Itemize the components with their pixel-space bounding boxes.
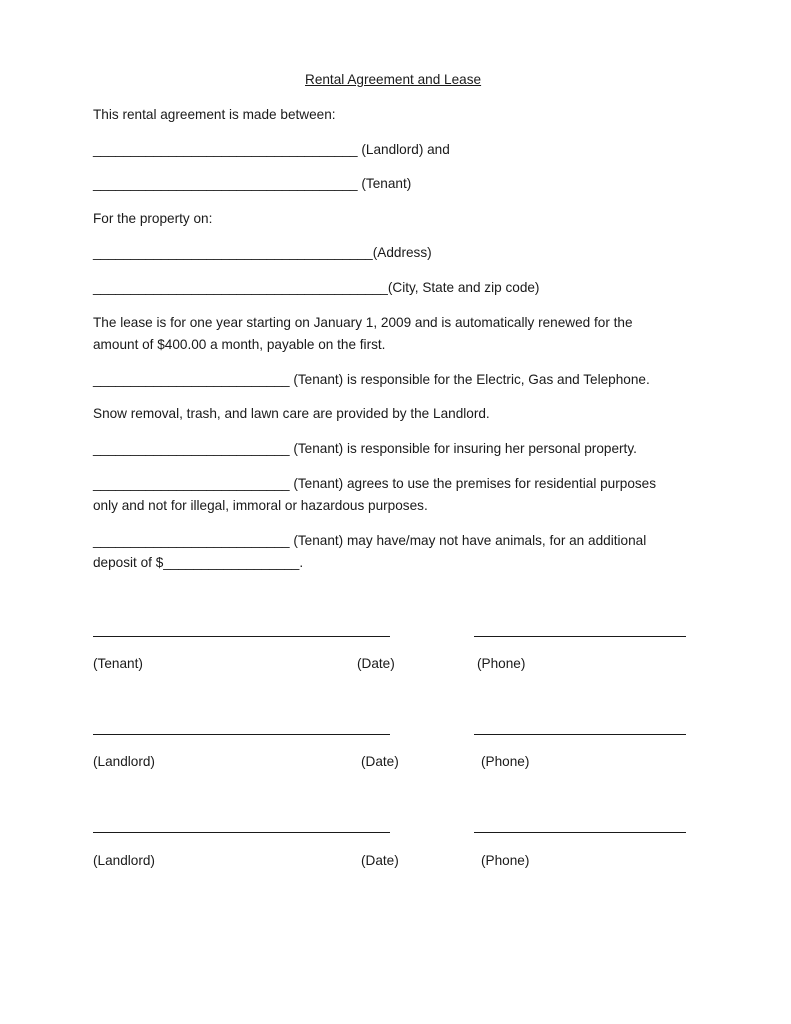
services-clause: Snow removal, trash, and lawn care are provided by the Landlord. xyxy=(93,406,490,421)
address-blank-line: _____________________________________(Address) xyxy=(93,245,432,260)
signature-date-label: (Date) xyxy=(361,853,399,868)
lease-term-text-2: amount of $400.00 a month, payable on the first. xyxy=(93,337,386,352)
signature-date-label: (Date) xyxy=(361,754,399,769)
premises-clause-2: only and not for illegal, immoral or hazardous purposes. xyxy=(93,498,428,513)
property-intro-text: For the property on: xyxy=(93,211,213,226)
animals-clause-1: __________________________ (Tenant) may have/may not have animals, for an additional xyxy=(93,533,647,548)
city-blank-line: _______________________________________(City, State and zip code) xyxy=(93,280,540,295)
tenant-signature-line xyxy=(93,636,390,637)
utilities-clause: __________________________ (Tenant) is responsible for the Electric, Gas and Telephone. xyxy=(93,372,650,387)
landlord-signature-line xyxy=(93,734,390,735)
signature-party-label: (Landlord) xyxy=(93,853,155,868)
landlord-phone-line xyxy=(474,832,686,833)
landlord-blank-line: ___________________________________ (Landlord) and xyxy=(93,142,450,157)
signature-phone-label: (Phone) xyxy=(481,754,530,769)
tenant-blank-line: ___________________________________ (Tenant) xyxy=(93,176,412,191)
intro-text: This rental agreement is made between: xyxy=(93,107,336,122)
insurance-clause: __________________________ (Tenant) is responsible for insuring her personal property. xyxy=(93,441,637,456)
animals-clause-2: deposit of $__________________. xyxy=(93,555,304,570)
signature-party-label: (Tenant) xyxy=(93,656,143,671)
signature-party-label: (Landlord) xyxy=(93,754,155,769)
landlord-phone-line xyxy=(474,734,686,735)
landlord-signature-line xyxy=(93,832,390,833)
signature-phone-label: (Phone) xyxy=(481,853,530,868)
signature-date-label: (Date) xyxy=(357,656,395,671)
lease-term-text-1: The lease is for one year starting on January 1, 2009 and is automatically renewed for the xyxy=(93,315,633,330)
premises-clause-1: __________________________ (Tenant) agrees to use the premises for residential purposes xyxy=(93,476,657,491)
document-title: Rental Agreement and Lease xyxy=(305,72,482,87)
tenant-phone-line xyxy=(474,636,686,637)
signature-phone-label: (Phone) xyxy=(477,656,526,671)
